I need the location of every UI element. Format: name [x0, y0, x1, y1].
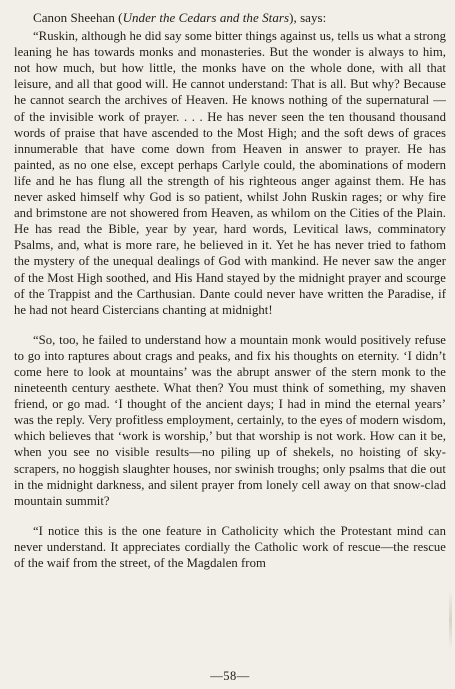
paragraph-mountain-monk: “So, too, he failed to understand how a mountain monk would positively refuse to go into raptures about crags and peaks, and fix his thoughts on eternity. ‘I didn’t come here to look at mountains’ was the abrupt answer of the stern monk to the nineteenth century aesthete. What then? You must think of something, my shaven friend, or go mad. ‘I thought of the ancient days; I had in mind the eternal years’ was the reply. Very profitless employment, certainly, to the eyes of modern wisdom, which believes that ‘work is worship,’ but that worship is not work. How can it be, when you see no visible results—no piling up of shekels, no hoisting of sky-scrapers, no hoggish slaughter houses, nor swinish troughs; only psalms that die out in the midnight darkness, and silent prayer from lonely cell away on that snow-clad mountain summit? — [14, 332, 446, 508]
attribution-line — [14, 10, 446, 26]
attribution-author: Canon Sheehan ( — [33, 10, 123, 25]
paragraph-ruskin: “Ruskin, although he did say some bitter things against us, tells us what a strong leaning he has towards monks and monasteries. But the wonder is always to him, not how much, but how little, the monks have on the whole done, with all that leisure, and all that good will. He cannot understand: That is all. But why? Because he cannot search the archives of Heaven. He knows nothing of the supernatural —of the invisible work of prayer. . . . He has never seen the ten thousand thousand words of praise that have ascended to the Most High; and the soft dews of graces innumerable that have come down from Heaven in answer to prayer. He has painted, as no one else, except perhaps Carlyle could, the abominations of modern life and he has flung all the strength of his righteous anger against them. He has never asked himself why God is so patient, whilst John Ruskin rages; or why fire and brimstone are not showered from Heaven, as whilom on the Cities of the Plain. He has read the Bible, year by year, hard words, Levitical laws, comminatory Psalms, and, what is more rare, he believed in it. Yet he has never tried to fathom the mystery of the unequal dealings of God with mankind. He never saw the anger of the Most High soothed, and His Hand stayed by the midnight prayer and scourge of the Trappist and the Carthusian. Dante could never have written the Paradise, if he had not heard Cistercians chanting at midnight! — [14, 29, 446, 317]
attribution-suffix: ), says: — [289, 10, 327, 25]
paragraph-catholicity: “I notice this is the one feature in Catholicity which the Protestant mind can never understand. It appreciates cordially the Catholic work of rescue—the rescue of the waif from the street, of the Magdalen from — [14, 523, 446, 570]
page-number: —58— — [210, 669, 250, 683]
page-edge-shadow — [449, 590, 452, 650]
book-page — [14, 10, 446, 683]
attribution-work-title: Under the Cedars and the Stars — [122, 10, 290, 25]
